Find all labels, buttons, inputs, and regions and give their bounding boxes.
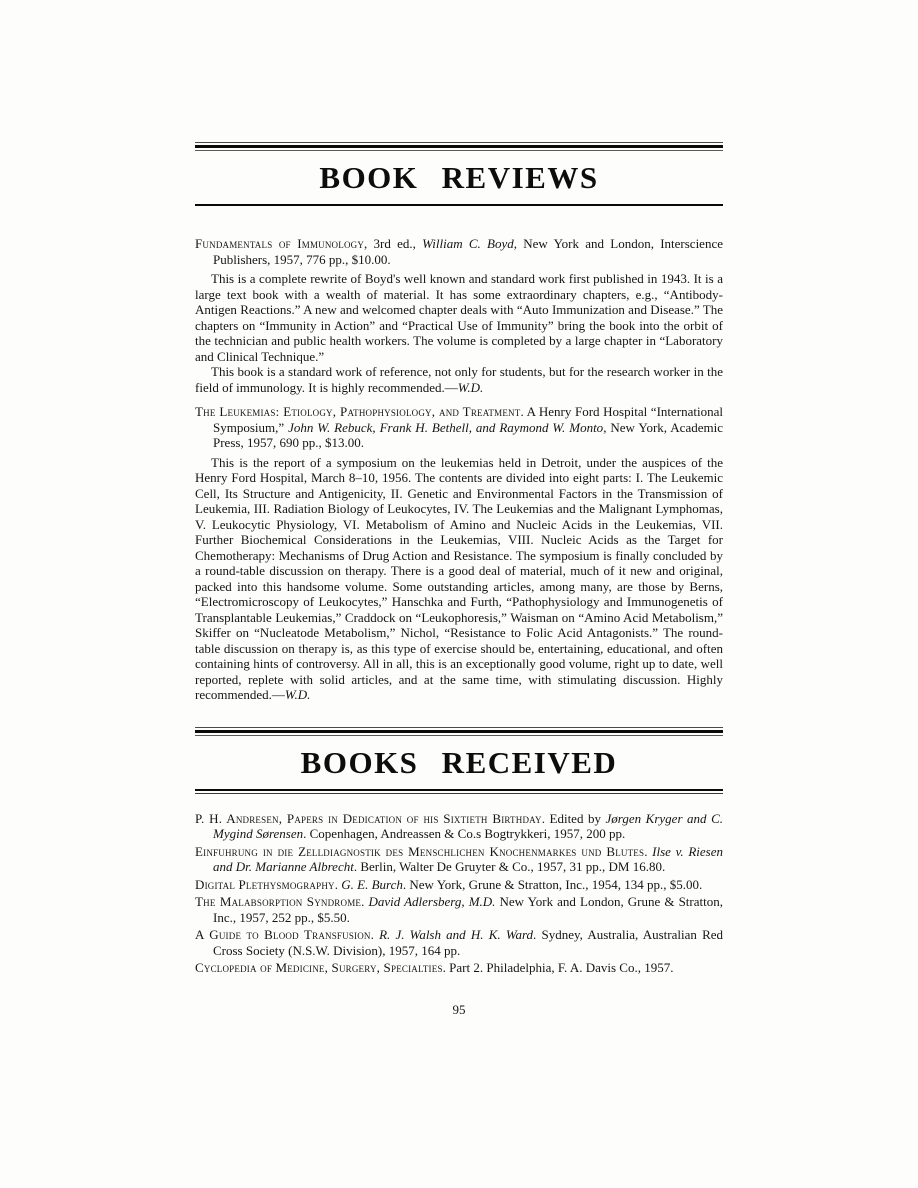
italic-text: John W. Rebuck, Frank H. Bethell, and Raymond W. Monto: [288, 419, 604, 435]
book-reviews-header: [195, 142, 723, 206]
plain-text: This book is a standard work of reference, not only for students, but for the research worker in the field of immunology. It is highly recommended.—: [195, 364, 723, 395]
smallcaps-text: The Leukemias: Etiology, Pathophysiology, and Treatment: [195, 404, 521, 419]
plain-text: , New York, Academic Press, 1957, 690 pp., $13.00.: [213, 419, 723, 450]
bottom-rule: [195, 204, 723, 206]
smallcaps-text: Cyclopedia of Medicine, Surgery, Specialties: [195, 960, 443, 975]
book-entry: [195, 844, 723, 875]
bottom-rule: [195, 789, 723, 794]
smallcaps-text: Einfuhrung in die Zelldiagnostik des Menschlichen Knochenmarkes und Blutes: [195, 843, 645, 859]
review-citation: [195, 404, 723, 451]
italic-text: G. E. Burch: [341, 876, 403, 892]
rule-line: [195, 730, 723, 733]
book-reviews-title: BOOK REVIEWS: [319, 160, 599, 195]
rule-line: [195, 727, 723, 728]
smallcaps-text: Fundamentals of Immunology: [195, 236, 365, 251]
rule-line: [195, 793, 723, 794]
review-citation: [195, 236, 723, 267]
plain-text: . Edited by: [541, 810, 606, 826]
plain-text: , New York and London, Interscience Publishers, 1957, 776 pp., $10.00.: [213, 236, 723, 267]
italic-text: William C. Boyd: [422, 236, 514, 251]
plain-text: .: [361, 894, 369, 909]
book-reviews-section: [195, 236, 723, 703]
plain-text: . Part 2. Philadelphia, F. A. Davis Co., 1957.: [442, 960, 674, 975]
italic-text: W.D.: [457, 379, 484, 395]
books-received-section: [195, 811, 723, 976]
smallcaps-text: Digital Plethysmography: [195, 876, 335, 892]
book-entry: [195, 877, 723, 893]
italic-text: Ilse v. Riesen and Dr. Marianne Albrecht: [213, 843, 723, 874]
plain-text: , 3rd ed.,: [364, 236, 423, 251]
plain-text: . Sydney, Australia, Australian Red Cross Society (N.S.W. Division), 1957, 164 pp.: [213, 927, 724, 958]
italic-text: W.D.: [284, 687, 311, 702]
smallcaps-text: P. H. Andresen, Papers in Dedication of his Sixtieth Birthday: [195, 810, 542, 826]
journal-page: [195, 0, 723, 1018]
book-entry: [195, 894, 723, 925]
rule-line: [195, 789, 723, 791]
plain-text: This is a complete rewrite of Boyd's well known and standard work first published in 1943. It is a large text book with a wealth of material. It has some extraordinary chapters, e.g., “Antibody-Antigen Reactions.” A new and welcomed chapter deals with “Auto Immunization and Disease.” The chapters on “Immunity in Action” and “Practical Use of Immunity” bring the book into the orbit of the technician and public health workers. The volume is completed by a large chapter in “Laboratory and Clinical Technique.”: [195, 271, 723, 364]
rule-line: [195, 735, 723, 736]
books-received-header: [195, 727, 723, 794]
top-rule: [195, 142, 723, 151]
plain-text: . New York, Grune & Stratton, Inc., 1954, 134 pp., $5.00.: [402, 876, 703, 892]
books-received-title: BOOKS RECEIVED: [300, 744, 618, 780]
book-review: [195, 404, 723, 703]
plain-text: . A Henry Ford Hospital “International Symposium,”: [213, 404, 723, 435]
plain-text: .: [334, 876, 342, 892]
page-footer: [195, 1002, 723, 1018]
plain-text: .: [644, 843, 653, 859]
plain-text: .: [370, 927, 380, 942]
italic-text: Jørgen Kryger and C. Mygind Sørensen: [213, 810, 723, 841]
italic-text: R. J. Walsh and H. K. Ward: [379, 927, 534, 942]
italic-text: David Adlersberg, M.D.: [368, 894, 496, 909]
plain-text: New York and London, Grune & Stratton, Inc., 1957, 252 pp., $5.50.: [213, 894, 723, 925]
book-entry: [195, 960, 723, 976]
rule-line: [195, 142, 723, 143]
smallcaps-text: A Guide to Blood Transfusion: [195, 927, 371, 942]
review-paragraph: [195, 455, 723, 703]
rule-line: [195, 150, 723, 151]
book-entry: [195, 811, 723, 842]
book-entry: [195, 927, 723, 958]
review-paragraph: [195, 364, 723, 395]
review-paragraph: [195, 271, 723, 364]
smallcaps-text: The Malabsorption Syndrome: [195, 894, 362, 909]
page-number: 95: [452, 1001, 466, 1017]
top-rule: [195, 727, 723, 736]
rule-line: [195, 145, 723, 148]
plain-text: This is the report of a symposium on the leukemias held in Detroit, under the auspices of the Henry Ford Hospital, March 8–10, 1956. The contents are divided into eight parts: I. The Leukemic Cell, Its Structure and Antigenicity, II. Genetic and Environmental Factors in the Transmission of Leukemia, III. Radiation Biology of Leukocytes, IV. The Leukemias and the Malignant Lymphomas, V. Leukocytic Physiology, VI. Metabolism of Amino and Nucleic Acids in the Leukemias, VII. Further Biochemical Considerations in the Leukemias, VIII. Nucleic Acids as the Target for Chemotherapy: Mechanisms of Drug Action and Resistance. The symposium is finally concluded by a round-table discussion on therapy. There is a good deal of material, much of it new and original, packed into this handsome volume. Some outstanding articles, among many, are those by Berns, “Electromicroscopy of Leukocytes,” Hanschka and Furth, “Pathophysiology and Immunogenetis of Transplantable Leukemias,” Craddock on “Leukophoresis,” Waisman on “Amino Acid Metabolism,” Skiffer on “Nucleatode Metabolism,” Nichol, “Resistance to Folic Acid Antagonists.” The round-table discussion on therapy is, as this type of exercise should be, entertaining, educational, and often containing hints of controversy. All in all, this is an exceptionally good volume, right up to date, well reported, replete with solid articles, and at the same time, with stimulating discussion. Highly recommended.—: [195, 454, 723, 702]
plain-text: . Berlin, Walter De Gruyter & Co., 1957, 31 pp., DM 16.80.: [353, 859, 666, 874]
plain-text: . Copenhagen, Andreassen & Co.s Bogtrykkeri, 1957, 200 pp.: [303, 826, 626, 841]
book-review: [195, 236, 723, 395]
